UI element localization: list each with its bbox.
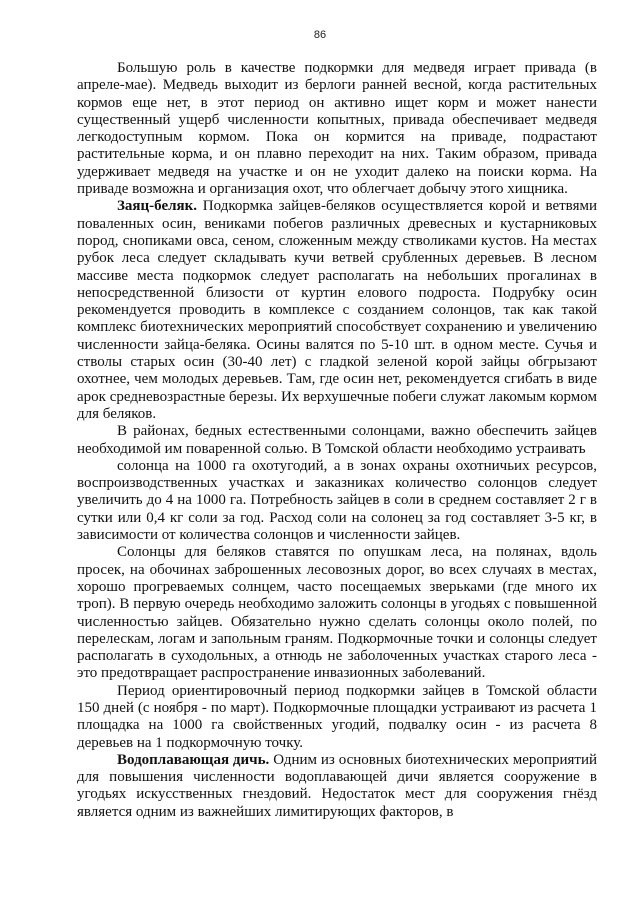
paragraph-text: Большую роль в качестве подкормки для медведя играет привада (в апреле-мае). Медведь выходит из берлоги ранней весной, когда растительных кормов еще нет, в этот период он активно ищет корм и может нанести существенный ущерб численности копытных, привада обеспечивает медведя легкодоступным кормом. Пока он кормится на приваде, подрастают растительные корма, и он плавно переходит на них. Таким образом, привада удерживает медведя на участке и он не уходит далеко на поиски корма. На приваде возможна и организация охот, что облегчает добычу этого хищника. (77, 60, 597, 198)
page-number: 86 (313, 29, 327, 41)
paragraph-hare (77, 198, 597, 423)
paragraph-salt-placement (77, 544, 597, 682)
paragraph-text: В районах, бедных естественными солонцами, важно обеспечить зайцев необходимой им поваренной солью. В Томской области необходимо устраивать (77, 423, 597, 457)
paragraph-feeding-period (77, 683, 597, 752)
paragraph-text: Период ориентировочный период подкормки зайцев в Томской области 150 дней (с ноября - по март). Подкормочные площадки устраивают из расчета 1 площадка на 1000 га свойственных угодий, подвалку осин - из расчета 8 деревьев на 1 подкормочную точку. (77, 682, 597, 751)
section-heading-hare: Заяц-беляк. (117, 198, 198, 215)
paragraph-text: Одним из основных биотехнических мероприятий для повышения численности водоплавающей дичи является сооружение в угодьях искусственных гнездовий. Недостаток мест для сооружения гнёзд является одним из важнейших лимитирующих факторов, в (77, 751, 597, 820)
paragraph-bear-bait (77, 60, 597, 198)
paragraph-salt-norms (77, 458, 597, 544)
document-body (77, 60, 597, 821)
paragraph-waterfowl (77, 752, 597, 821)
paragraph-text: Солонцы для беляков ставятся по опушкам леса, на полянах, вдоль просек, на обочинах заброшенных лесовозных дорог, во всех случаях в местах, хорошо прогреваемых солнцем, часто посещаемых зверьками (где много их троп). В первую очередь необходимо заложить солонцы в угодьях с повышенной численностью зайцев. Обязательно нужно сделать солонцы около полей, по перелескам, логам и запольным граням. Подкормочные точки и солонцы следует располагать в суходольных, а отнюдь не заболоченных участках старого леса - это предотвращает распространение инвазионных заболеваний. (77, 544, 597, 682)
paragraph-salt-intro (77, 423, 597, 458)
paragraph-text: солонца на 1000 га охотугодий, а в зонах охраны охотничьих ресурсов, воспроизводственных участках и заказниках количество солонцов следует увеличить до 4 на 1000 га. Потребность зайцев в соли в среднем составляет 2 г в сутки или 0,4 кг соли за год. Расход соли на солонец за год составляет 3-5 кг, в зависимости от количества солонцов и численности зайцев. (77, 457, 597, 544)
section-heading-waterfowl: Водоплавающая дичь. (117, 751, 270, 768)
paragraph-text: Подкормка зайцев-беляков осуществляется корой и ветвями поваленных осин, вениками побегов различных древесных и кустарниковых пород, снопиками овса, сеном, сложенным между стволиками кустов. На местах рубок леса следует складывать кучи ветвей срубленных деревьев. В лесном массиве места подкормок следует располагать на небольших прогалинах в непосредственной близости от куртин елового подроста. Подрубку осин рекомендуется проводить в комплексе с созданием солонцов, так как такой комплекс биотехнических мероприятий способствует сохранению и увеличению численности зайца-беляка. Осины валятся по 5-10 шт. в одном месте. Сучья и стволы старых осин (30-40 лет) с гладкой зеленой корой зайцы обгрызают охотнее, чем молодых деревьев. Там, где осин нет, рекомендуется сгибать в виде арок средневозрастные березы. Их верхушечные побеги служат лакомым кормом для беляков. (77, 198, 597, 422)
